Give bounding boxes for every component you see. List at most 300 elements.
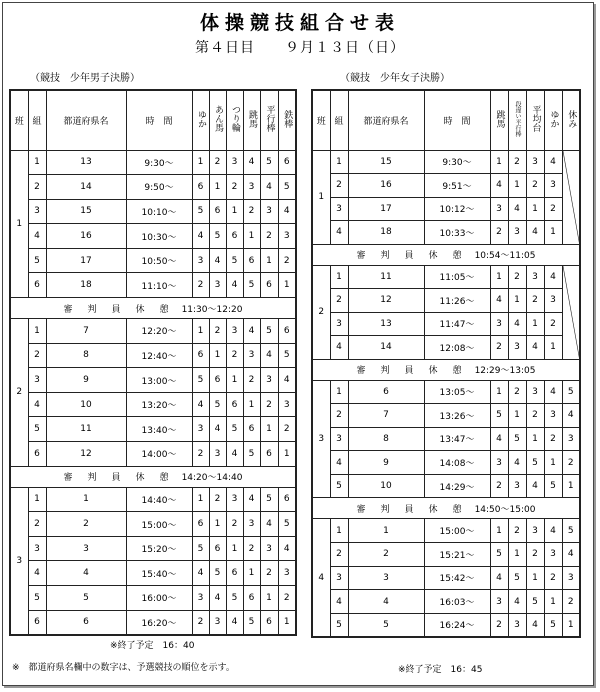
order-cell: 3 — [192, 248, 209, 273]
order-cell: 3 — [209, 610, 226, 635]
header-time: 時 間 — [424, 90, 490, 150]
table-row — [10, 273, 296, 298]
table-row — [10, 610, 296, 635]
order-cell: 5 — [209, 392, 226, 417]
header-floor-text: ゆか — [196, 109, 206, 128]
order-cell: 2 — [562, 590, 580, 614]
kumi-cell: 5 — [330, 474, 348, 498]
order-cell: 6 — [260, 273, 278, 298]
order-cell: 5 — [278, 175, 296, 200]
kumi-cell: 3 — [330, 427, 348, 451]
order-cell: 3 — [544, 543, 562, 567]
header-uneven-bars-text: 段違い平行棒 — [514, 100, 521, 137]
order-cell: 1 — [508, 289, 526, 313]
order-cell: 2 — [260, 561, 278, 586]
order-cell: 1 — [490, 265, 508, 289]
order-cell: 1 — [192, 487, 209, 512]
order-cell: 4 — [260, 343, 278, 368]
time-cell: 16:03～ — [424, 590, 490, 614]
time-cell: 14:29～ — [424, 474, 490, 498]
time-cell: 9:30～ — [424, 150, 490, 174]
header-pommel-text: あん馬 — [213, 105, 223, 133]
kumi-cell: 3 — [330, 197, 348, 221]
order-cell: 6 — [243, 586, 260, 611]
order-cell: 3 — [260, 199, 278, 224]
prefecture-cell: 3 — [348, 566, 424, 590]
order-cell: 3 — [508, 613, 526, 637]
kumi-cell: 4 — [330, 590, 348, 614]
order-cell: 3 — [209, 442, 226, 467]
prefecture-cell: 7 — [46, 319, 126, 344]
order-cell: 2 — [544, 566, 562, 590]
order-cell: 1 — [243, 561, 260, 586]
order-cell: 3 — [508, 336, 526, 360]
order-cell: 3 — [243, 175, 260, 200]
table-row — [10, 487, 296, 512]
rest-diagonal-cell — [562, 265, 580, 359]
order-cell: 6 — [209, 368, 226, 393]
order-cell: 1 — [526, 427, 544, 451]
group-han: 3 — [312, 380, 330, 498]
kumi-cell: 4 — [28, 224, 46, 249]
group-han: 2 — [10, 319, 28, 467]
order-cell: 1 — [209, 175, 226, 200]
header-pbars — [260, 90, 278, 150]
order-cell: 4 — [508, 590, 526, 614]
time-cell: 11:05～ — [424, 265, 490, 289]
time-cell: 16:20～ — [126, 610, 192, 635]
order-cell: 5 — [278, 343, 296, 368]
order-cell: 2 — [508, 380, 526, 404]
kumi-cell: 1 — [330, 519, 348, 543]
table-row — [10, 417, 296, 442]
table-row — [312, 380, 580, 404]
header-hbar-text: 鉄棒 — [282, 109, 293, 128]
order-cell: 1 — [260, 586, 278, 611]
time-cell: 16:00～ — [126, 586, 192, 611]
order-cell: 5 — [209, 561, 226, 586]
order-cell: 4 — [226, 273, 243, 298]
order-cell: 3 — [508, 474, 526, 498]
break-row — [10, 298, 296, 319]
prefecture-cell: 16 — [348, 174, 424, 198]
table-row — [10, 586, 296, 611]
table-row — [312, 613, 580, 637]
table-row — [312, 451, 580, 475]
order-cell: 5 — [226, 248, 243, 273]
header-rest — [562, 90, 580, 150]
header-floor — [192, 90, 209, 150]
girls-schedule-table — [311, 89, 581, 638]
order-cell: 3 — [490, 312, 508, 336]
time-cell: 13:00～ — [126, 368, 192, 393]
table-row — [10, 224, 296, 249]
time-cell: 15:00～ — [126, 512, 192, 537]
order-cell: 3 — [260, 536, 278, 561]
order-cell: 2 — [490, 613, 508, 637]
order-cell: 3 — [544, 289, 562, 313]
order-cell: 1 — [226, 199, 243, 224]
header-time: 時 間 — [126, 90, 192, 150]
footnote: ※ 都道府県名欄中の数字は、予選競技の順位を示す。 — [12, 663, 235, 673]
order-cell: 2 — [192, 442, 209, 467]
order-cell: 5 — [192, 368, 209, 393]
break-row — [312, 498, 580, 519]
group-han: 1 — [10, 150, 28, 298]
prefecture-cell: 5 — [46, 586, 126, 611]
time-cell: 14:40～ — [126, 487, 192, 512]
time-cell: 10:30～ — [126, 224, 192, 249]
diagonal-line — [563, 151, 580, 244]
table-row — [10, 343, 296, 368]
time-cell: 14:08～ — [424, 451, 490, 475]
prefecture-cell: 15 — [46, 199, 126, 224]
table-row — [312, 150, 580, 174]
order-cell: 6 — [226, 561, 243, 586]
break-time: 14:50～15:00 — [474, 504, 536, 515]
prefecture-cell: 2 — [348, 543, 424, 567]
order-cell: 2 — [209, 319, 226, 344]
kumi-cell: 1 — [28, 319, 46, 344]
order-cell: 6 — [278, 487, 296, 512]
order-cell: 2 — [209, 487, 226, 512]
prefecture-cell: 11 — [46, 417, 126, 442]
order-cell: 4 — [209, 586, 226, 611]
table-row — [312, 474, 580, 498]
order-cell: 1 — [490, 380, 508, 404]
order-cell: 4 — [278, 199, 296, 224]
time-cell: 13:47～ — [424, 427, 490, 451]
order-cell: 1 — [544, 590, 562, 614]
order-cell: 2 — [508, 265, 526, 289]
order-cell: 3 — [526, 519, 544, 543]
order-cell: 3 — [243, 343, 260, 368]
order-cell: 1 — [226, 536, 243, 561]
order-cell: 4 — [544, 150, 562, 174]
kumi-cell: 2 — [28, 343, 46, 368]
order-cell: 3 — [490, 197, 508, 221]
order-cell: 2 — [260, 392, 278, 417]
order-cell: 4 — [278, 536, 296, 561]
order-cell: 2 — [226, 512, 243, 537]
order-cell: 3 — [278, 392, 296, 417]
order-cell: 5 — [544, 613, 562, 637]
order-cell: 1 — [562, 474, 580, 498]
right-caption: （競技 少年女子決勝） — [340, 73, 450, 84]
order-cell: 3 — [278, 224, 296, 249]
order-cell: 6 — [226, 392, 243, 417]
order-cell: 2 — [526, 174, 544, 198]
girls-end-note: ※終了予定 16：45 — [398, 665, 483, 675]
order-cell: 4 — [209, 417, 226, 442]
order-cell: 4 — [526, 613, 544, 637]
table-row — [10, 512, 296, 537]
order-cell: 3 — [226, 319, 243, 344]
break-cell — [312, 498, 580, 519]
table-row — [312, 519, 580, 543]
prefecture-cell: 14 — [46, 175, 126, 200]
order-cell: 1 — [278, 610, 296, 635]
header-rest-text: 休み — [566, 109, 577, 128]
kumi-cell: 2 — [330, 289, 348, 313]
order-cell: 2 — [226, 175, 243, 200]
kumi-cell: 3 — [330, 566, 348, 590]
kumi-cell: 3 — [28, 368, 46, 393]
header-vault-text: 跳馬 — [247, 109, 257, 128]
order-cell: 2 — [544, 197, 562, 221]
boys-end-note: ※終了予定 16：40 — [110, 641, 195, 651]
order-cell: 4 — [192, 224, 209, 249]
table-row — [312, 404, 580, 428]
time-cell: 12:20～ — [126, 319, 192, 344]
order-cell: 1 — [209, 343, 226, 368]
break-cell — [10, 298, 296, 319]
order-cell: 6 — [260, 442, 278, 467]
order-cell: 2 — [243, 536, 260, 561]
order-cell: 1 — [243, 224, 260, 249]
order-cell: 1 — [562, 613, 580, 637]
kumi-cell: 2 — [330, 543, 348, 567]
prefecture-cell: 6 — [348, 380, 424, 404]
kumi-cell: 3 — [28, 536, 46, 561]
time-cell: 15:20～ — [126, 536, 192, 561]
order-cell: 4 — [508, 197, 526, 221]
kumi-cell: 5 — [28, 248, 46, 273]
header-han: 班 — [312, 90, 330, 150]
prefecture-cell: 1 — [348, 519, 424, 543]
order-cell: 4 — [508, 312, 526, 336]
prefecture-cell: 12 — [46, 442, 126, 467]
order-cell: 6 — [278, 150, 296, 175]
group-han: 4 — [312, 519, 330, 637]
time-cell: 11:26～ — [424, 289, 490, 313]
prefecture-cell: 8 — [348, 427, 424, 451]
order-cell: 5 — [260, 150, 278, 175]
diagonal-line — [563, 266, 580, 359]
order-cell: 2 — [278, 586, 296, 611]
order-cell: 4 — [243, 150, 260, 175]
prefecture-cell: 9 — [46, 368, 126, 393]
header-floor-text: ゆか — [548, 109, 559, 128]
time-cell: 11:47～ — [424, 312, 490, 336]
table-row — [10, 368, 296, 393]
prefecture-cell: 16 — [46, 224, 126, 249]
time-cell: 9:51～ — [424, 174, 490, 198]
order-cell: 2 — [260, 224, 278, 249]
table-row — [10, 150, 296, 175]
order-cell: 3 — [526, 150, 544, 174]
table-row — [10, 392, 296, 417]
time-cell: 10:10～ — [126, 199, 192, 224]
time-cell: 12:40～ — [126, 343, 192, 368]
group-han: 3 — [10, 487, 28, 635]
header-beam-text: 平均台 — [530, 105, 541, 133]
prefecture-cell: 15 — [348, 150, 424, 174]
order-cell: 3 — [490, 590, 508, 614]
order-cell: 1 — [260, 248, 278, 273]
order-cell: 4 — [192, 392, 209, 417]
time-cell: 15:42～ — [424, 566, 490, 590]
prefecture-cell: 10 — [46, 392, 126, 417]
page-title: 体操競技組合せ表 — [199, 12, 400, 34]
order-cell: 2 — [243, 368, 260, 393]
time-cell: 10:50～ — [126, 248, 192, 273]
break-row — [312, 359, 580, 380]
order-cell: 6 — [243, 417, 260, 442]
order-cell: 1 — [508, 543, 526, 567]
kumi-cell: 1 — [330, 380, 348, 404]
kumi-cell: 1 — [330, 150, 348, 174]
order-cell: 1 — [526, 197, 544, 221]
time-cell: 16:24～ — [424, 613, 490, 637]
order-cell: 4 — [243, 319, 260, 344]
order-cell: 4 — [544, 380, 562, 404]
order-cell: 3 — [544, 174, 562, 198]
order-cell: 1 — [278, 442, 296, 467]
order-cell: 5 — [562, 380, 580, 404]
order-cell: 1 — [544, 336, 562, 360]
order-cell: 4 — [490, 289, 508, 313]
order-cell: 1 — [192, 319, 209, 344]
break-label: 審 判 員 休 憩 — [356, 504, 465, 515]
order-cell: 5 — [260, 319, 278, 344]
order-cell: 4 — [526, 336, 544, 360]
order-cell: 2 — [192, 273, 209, 298]
prefecture-cell: 9 — [348, 451, 424, 475]
order-cell: 1 — [192, 150, 209, 175]
order-cell: 1 — [544, 451, 562, 475]
break-label: 審 判 員 休 憩 — [356, 251, 465, 261]
time-cell: 10:33～ — [424, 221, 490, 245]
header-rings-text: つり輪 — [230, 105, 240, 133]
left-caption: （競技 少年男子決勝） — [30, 73, 140, 84]
prefecture-cell: 8 — [46, 343, 126, 368]
header-vault-text: 跳馬 — [494, 109, 505, 128]
order-cell: 3 — [544, 404, 562, 428]
prefecture-cell: 10 — [348, 474, 424, 498]
table-row — [10, 536, 296, 561]
table-row — [10, 319, 296, 344]
order-cell: 1 — [278, 273, 296, 298]
table-row — [312, 336, 580, 360]
order-cell: 2 — [544, 427, 562, 451]
kumi-cell: 5 — [28, 417, 46, 442]
time-cell: 15:00～ — [424, 519, 490, 543]
page-subtitle: 第４日目 ９月１３日（日） — [195, 40, 405, 56]
prefecture-cell: 1 — [46, 487, 126, 512]
order-cell: 6 — [243, 248, 260, 273]
order-cell: 4 — [260, 175, 278, 200]
prefecture-cell: 3 — [46, 536, 126, 561]
order-cell: 4 — [490, 174, 508, 198]
order-cell: 6 — [209, 199, 226, 224]
prefecture-cell: 12 — [348, 289, 424, 313]
order-cell: 6 — [260, 610, 278, 635]
order-cell: 4 — [490, 566, 508, 590]
order-cell: 5 — [490, 543, 508, 567]
table-row — [10, 175, 296, 200]
order-cell: 1 — [508, 174, 526, 198]
prefecture-cell: 11 — [348, 265, 424, 289]
table-row — [10, 442, 296, 467]
kumi-cell: 1 — [330, 265, 348, 289]
prefecture-cell: 17 — [348, 197, 424, 221]
order-cell: 5 — [544, 474, 562, 498]
kumi-cell: 4 — [28, 392, 46, 417]
time-cell: 10:12～ — [424, 197, 490, 221]
time-cell: 13:26～ — [424, 404, 490, 428]
order-cell: 2 — [243, 199, 260, 224]
header-beam — [526, 90, 544, 150]
order-cell: 5 — [526, 590, 544, 614]
prefecture-cell: 5 — [348, 613, 424, 637]
break-label: 審 判 員 休 憩 — [356, 366, 465, 376]
order-cell: 4 — [278, 368, 296, 393]
kumi-cell: 6 — [28, 610, 46, 635]
order-cell: 3 — [226, 487, 243, 512]
kumi-cell: 4 — [28, 561, 46, 586]
order-cell: 5 — [526, 451, 544, 475]
order-cell: 4 — [209, 248, 226, 273]
order-cell: 1 — [508, 404, 526, 428]
break-label: 審 判 員 休 憩 — [63, 304, 172, 315]
order-cell: 5 — [562, 519, 580, 543]
table-row — [312, 221, 580, 245]
order-cell: 5 — [243, 610, 260, 635]
order-cell: 1 — [260, 417, 278, 442]
order-cell: 3 — [562, 566, 580, 590]
prefecture-cell: 13 — [46, 150, 126, 175]
time-cell: 13:40～ — [126, 417, 192, 442]
time-cell: 14:00～ — [126, 442, 192, 467]
kumi-cell: 4 — [330, 451, 348, 475]
table-row — [10, 199, 296, 224]
order-cell: 1 — [226, 368, 243, 393]
order-cell: 2 — [562, 451, 580, 475]
header-vault — [243, 90, 260, 150]
kumi-cell: 1 — [28, 150, 46, 175]
order-cell: 6 — [209, 536, 226, 561]
order-cell: 3 — [508, 221, 526, 245]
kumi-cell: 4 — [330, 221, 348, 245]
prefecture-cell: 18 — [348, 221, 424, 245]
order-cell: 2 — [490, 336, 508, 360]
order-cell: 3 — [526, 380, 544, 404]
prefecture-cell: 4 — [46, 561, 126, 586]
break-row — [10, 466, 296, 487]
order-cell: 5 — [209, 224, 226, 249]
order-cell: 3 — [192, 417, 209, 442]
order-cell: 5 — [490, 404, 508, 428]
kumi-cell: 5 — [28, 586, 46, 611]
table-row — [312, 543, 580, 567]
order-cell: 3 — [260, 368, 278, 393]
kumi-cell: 2 — [28, 175, 46, 200]
order-cell: 4 — [508, 451, 526, 475]
kumi-cell: 2 — [330, 404, 348, 428]
header-pbars-text: 平行棒 — [264, 105, 275, 133]
order-cell: 2 — [526, 289, 544, 313]
order-cell: 2 — [508, 150, 526, 174]
break-time: 14:20～14:40 — [181, 473, 243, 484]
header-vault — [490, 90, 508, 150]
break-time: 10:54～11:05 — [474, 251, 536, 261]
break-cell — [10, 466, 296, 487]
order-cell: 2 — [490, 221, 508, 245]
order-cell: 3 — [562, 427, 580, 451]
kumi-cell: 6 — [28, 273, 46, 298]
table-row — [10, 561, 296, 586]
